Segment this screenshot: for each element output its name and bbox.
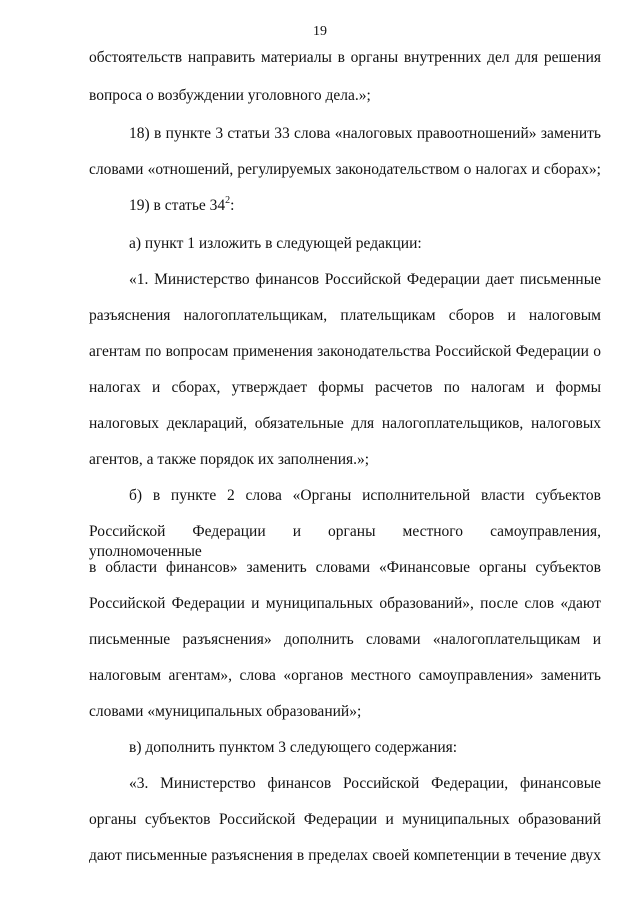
text-line: [89, 810, 601, 830]
text-line-content: дают письменные разъяснения в пределах своей компетенции в течение двух: [89, 847, 601, 864]
text-line-content: словами «отношений, регулируемых законодательством о налогах и сборах»;: [89, 161, 601, 178]
text-line: [129, 234, 601, 254]
text-line: [89, 630, 601, 650]
text-line-content: органы субъектов Российской Федерации и муниципальных образований: [89, 811, 601, 828]
text-line-content: обстоятельств направить материалы в органы внутренних дел для решения: [89, 49, 601, 66]
text-line-content: в области финансов» заменить словами «Финансовые органы субъектов: [89, 559, 601, 576]
text-line-content: 19) в статье 34: [129, 197, 226, 214]
text-line-content: налоговых деклараций, обязательные для налогоплательщиков, налоговых: [89, 415, 601, 432]
text-line: [89, 48, 601, 68]
text-line: [129, 270, 601, 290]
text-line: [89, 594, 601, 614]
text-line-content: разъяснения налогоплательщикам, плательщикам сборов и налоговым: [89, 307, 601, 324]
text-line: [89, 306, 601, 326]
superscript: 2: [225, 195, 231, 206]
text-line: [89, 522, 601, 560]
text-line-content: Российской Федерации и органы местного самоуправления, уполномоченные: [89, 523, 601, 560]
text-line: [89, 558, 601, 578]
text-line: [89, 702, 601, 722]
text-line: [129, 486, 601, 506]
text-line-content: налоговым агентам», слова «органов местного самоуправления» заменить: [89, 667, 601, 684]
text-line-content: б) в пункте 2 слова «Органы исполнительной власти субъектов: [129, 487, 601, 504]
text-line-content: «1. Министерство финансов Российской Федерации дает письменные: [129, 271, 601, 288]
text-line-tail: :: [230, 197, 235, 214]
text-line: [89, 342, 601, 362]
text-line-content: письменные разъяснения» дополнить словами «налогоплательщикам и: [89, 631, 601, 648]
text-line: [129, 774, 601, 794]
text-line-content: 18) в пункте 3 статьи 33 слова «налоговых правоотношений» заменить: [129, 125, 601, 142]
text-line: [89, 86, 601, 106]
text-line-content: в) дополнить пунктом 3 следующего содержания:: [129, 739, 458, 756]
text-line-content: вопроса о возбуждении уголовного дела.»;: [89, 87, 371, 104]
text-line-content: налогах и сборах, утверждает формы расчетов по налогам и формы: [89, 379, 601, 396]
text-line-content: словами «муниципальных образований»;: [89, 703, 362, 720]
text-line-content: «3. Министерство финансов Российской Федерации, финансовые: [129, 775, 601, 792]
text-line: [89, 160, 601, 180]
text-line: [129, 196, 601, 216]
text-line: [129, 124, 601, 144]
text-line: [89, 450, 601, 470]
text-line-content: Российской Федерации и муниципальных образований», после слов «дают: [89, 595, 601, 612]
text-line: [89, 846, 601, 866]
text-line: [129, 738, 601, 758]
text-line: [89, 414, 601, 434]
text-line-content: агентам по вопросам применения законодательства Российской Федерации о: [89, 343, 601, 360]
page-number: 19: [313, 24, 327, 39]
text-line-content: а) пункт 1 изложить в следующей редакции:: [129, 235, 422, 252]
text-line: [89, 378, 601, 398]
text-line: [89, 666, 601, 686]
text-line-content: агентов, а также порядок их заполнения.»;: [89, 451, 370, 468]
